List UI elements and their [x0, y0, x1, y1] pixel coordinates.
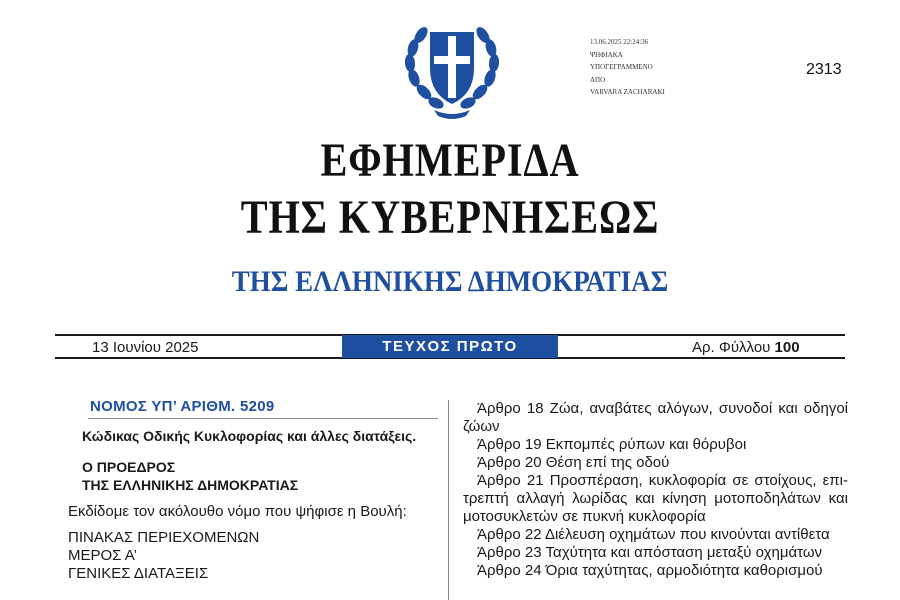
page-number: 2313 — [806, 61, 842, 78]
right-column — [463, 400, 848, 580]
gazette-title-line1: ΕΦΗΜΕΡΙΔΑ — [320, 134, 580, 187]
signature-line: 13.06.2025 22:24:36 — [590, 38, 649, 46]
signature-line: ΨΗΦΙΑΚΑ — [590, 50, 623, 59]
sheet-number-label: Αρ. Φύλλου — [692, 339, 771, 356]
signature-line: ΑΠΟ — [590, 75, 606, 84]
gazette-title-line2: ΤΗΣ ΚΥΒΕΡΝΗΣΕΩΣ — [240, 191, 660, 244]
toc-article: Άρθρο 19 Εκπομπές ρύπων και θόρυβοι — [477, 436, 747, 453]
enactment-clause: Εκδίδομε τον ακόλουθο νόμο που ψήφισε η Βουλή: — [68, 503, 407, 520]
signature-line: ΥΠΟΓΕΓΡΑΜΜΕΝΟ — [590, 63, 653, 72]
table-of-contents — [68, 529, 440, 583]
toc-article: Άρθρο 22 Διέλευση οχημάτων που κινούνται αντίθετα — [477, 526, 830, 543]
signature-line: VARVARA ZACHARAKI — [590, 88, 665, 97]
law-title-rule — [88, 418, 438, 419]
law-subtitle: Κώδικας Οδικής Κυκλοφορίας και άλλες διατάξεις. — [82, 428, 417, 444]
toc-title: ΠΙΝΑΚΑΣ ΠΕΡΙΕΧΟΜΕΝΩΝ — [68, 529, 260, 546]
column-divider — [448, 400, 449, 600]
sheet-number — [692, 339, 800, 356]
toc-article: Άρθρο 20 Θέση επί της οδού — [477, 454, 670, 471]
toc-article: Άρθρο 21 Προσπέραση, κυκλοφορία σε στοίχους, επιτρεπτή αλλαγή λωρίδας και κίνηση μοτοποδηλάτων και μοτοσυκλετών σε πυκνή κυκλοφορία — [463, 472, 848, 525]
issue-date: 13 Ιουνίου 2025 — [92, 339, 199, 356]
left-column — [68, 398, 440, 583]
greek-coat-of-arms-icon — [400, 18, 504, 122]
gazette-subtitle: ΤΗΣ ΕΛΛΗΝΙΚΗΣ ΔΗΜΟΚΡΑΤΙΑΣ — [231, 265, 669, 298]
law-title: ΝΟΜΟΣ ΥΠ’ ΑΡΙΘΜ. 5209 — [90, 398, 275, 415]
digital-signature-stamp — [590, 36, 665, 99]
president-line: ΤΗΣ ΕΛΛΗΝΙΚΗΣ ΔΗΜΟΚΡΑΤΙΑΣ — [82, 477, 299, 493]
toc-article: Άρθρο 23 Ταχύτητα και απόσταση μεταξύ οχημάτων — [477, 544, 823, 561]
toc-part: ΜΕΡΟΣ Α’ — [68, 547, 138, 564]
toc-article: Άρθρο 24 Όρια ταχύτητας, αρμοδιότητα καθορισμού — [477, 562, 823, 579]
president-line: Ο ΠΡΟΕΔΡΟΣ — [82, 459, 176, 475]
president-heading — [82, 458, 440, 494]
toc-article: Άρθρο 18 Ζώα, αναβάτες αλόγων, συνοδοί και οδηγοί ζώων — [463, 400, 848, 435]
issue-label: ΤΕΥΧΟΣ ΠΡΩΤΟ — [342, 335, 558, 358]
toc-part-title: ΓΕΝΙΚΕΣ ΔΙΑΤΑΞΕΙΣ — [68, 565, 209, 582]
sheet-number-value: 100 — [774, 339, 800, 356]
